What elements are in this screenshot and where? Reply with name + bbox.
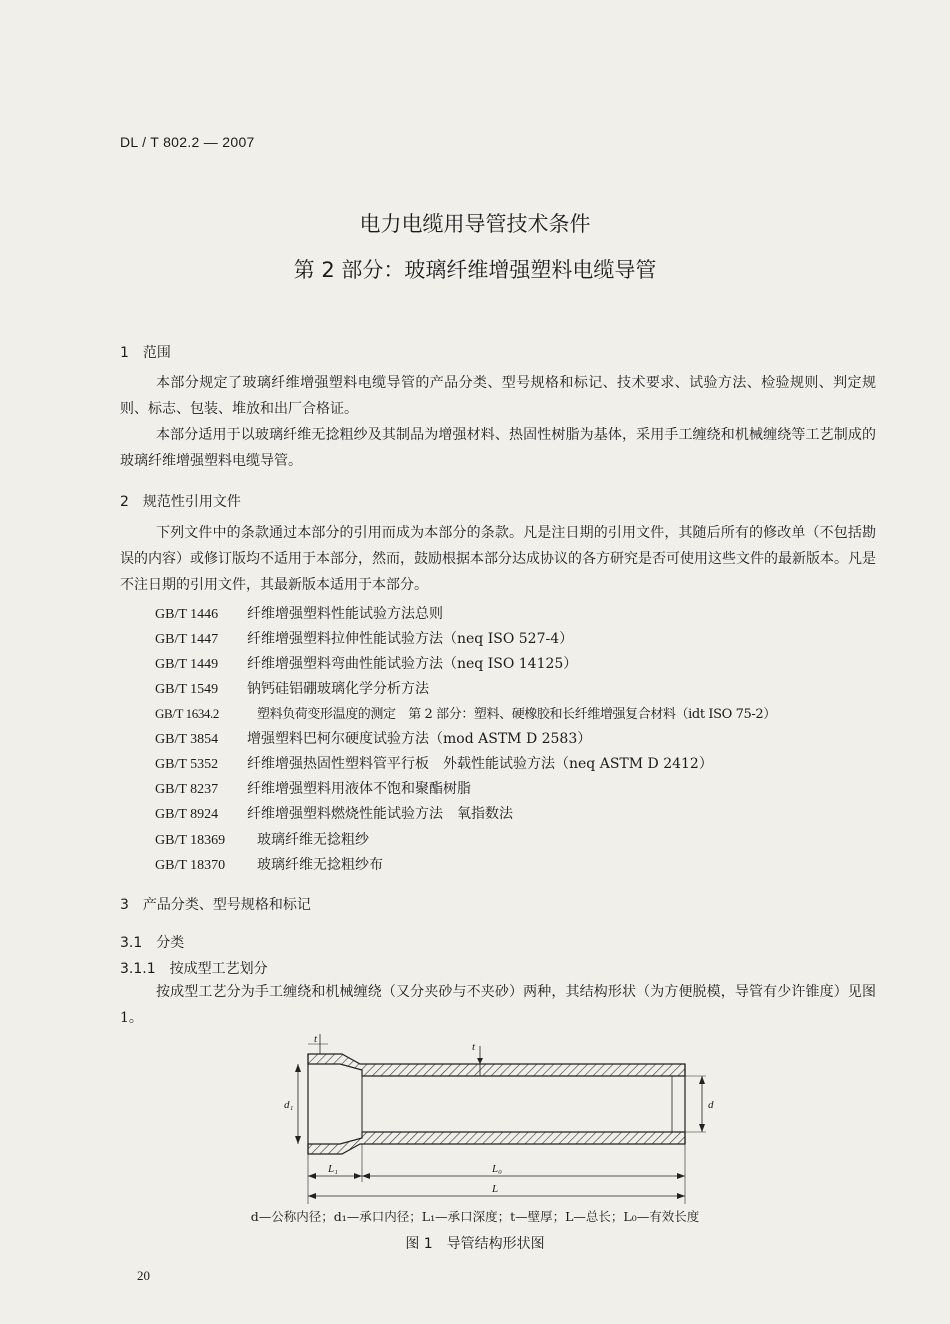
reference-title: 纤维增强塑料用液体不饱和聚酯树脂 <box>247 781 471 797</box>
reference-title: 塑料负荷变形温度的测定 第 2 部分：塑料、硬橡胶和长纤维增强复合材料（idt ISO 75-2） <box>257 707 776 722</box>
reference-code: GB/T 1447 <box>155 632 219 647</box>
section-1-para-2: 本部分适用于以玻璃纤维无捻粗纱及其制品为增强材料、热固性树脂为基体，采用手工缠绕和机械缠绕等工艺制成的玻璃纤维增强塑料电缆导管。 <box>120 427 876 469</box>
reference-title: 纤维增强热固性塑料管平行板 外载性能试验方法（neq ASTM D 2412） <box>247 756 713 772</box>
L0-label: L₀ <box>492 1163 502 1175</box>
figure-legend: d—公称内径；d₁—承口内径；L₁—承口深度；t—壁厚；L—总长；L₀—有效长度 <box>250 1209 700 1224</box>
reference-code: GB/T 5352 <box>155 757 219 772</box>
reference-item <box>155 753 713 773</box>
reference-code: GB/T 1449 <box>155 657 219 672</box>
section-3-1-1-heading: 3.1.1 按成型工艺划分 <box>120 961 268 977</box>
section-2-heading: 2 规范性引用文件 <box>120 494 241 510</box>
reference-item <box>155 678 429 698</box>
reference-code: GB/T 1446 <box>155 607 219 622</box>
reference-code: GB/T 18369 <box>155 833 226 848</box>
L1-label: L₁ <box>328 1163 338 1175</box>
reference-title: 增强塑料巴柯尔硬度试验方法（mod ASTM D 2583） <box>247 731 592 747</box>
page-number: 20 <box>137 1268 150 1283</box>
reference-title: 纤维增强塑料性能试验方法总则 <box>247 606 443 622</box>
reference-code: GB/T 8924 <box>155 807 219 822</box>
figure-caption: 图 1 导管结构形状图 <box>405 1236 545 1252</box>
reference-code: GB/T 18370 <box>155 858 226 873</box>
reference-code: GB/T 1634.2 <box>155 706 219 721</box>
reference-item <box>155 728 591 748</box>
reference-item <box>155 803 513 823</box>
reference-title: 玻璃纤维无捻粗纱 <box>257 832 369 848</box>
reference-title: 纤维增强塑料弯曲性能试验方法（neq ISO 14125） <box>247 656 578 672</box>
t-label-socket: t <box>314 1033 318 1045</box>
pipe-structure-diagram <box>280 1032 740 1204</box>
reference-code: GB/T 8237 <box>155 782 219 797</box>
pipe-lower-wall <box>308 1132 685 1154</box>
document-title: 电力电缆用导管技术条件 <box>359 212 591 236</box>
t-label-barrel: t <box>472 1041 476 1053</box>
section-1-para-1: 本部分规定了玻璃纤维增强塑料电缆导管的产品分类、型号规格和标记、技术要求、试验方法、检验规则、判定规则、标志、包装、堆放和出厂合格证。 <box>120 375 876 417</box>
section-2-para: 下列文件中的条款通过本部分的引用而成为本部分的条款。凡是注日期的引用文件，其随后所有的修改单（不包括勘误的内容）或修订版均不适用于本部分，然而，鼓励根据本部分达成协议的各方研究是否可使用这些文件的最新版本。凡是不注日期的引用文件，其最新版本适用于本部分。 <box>120 525 876 593</box>
standard-code: DL / T 802.2 — 2007 <box>120 134 255 150</box>
section-3-heading: 3 产品分类、型号规格和标记 <box>120 897 311 913</box>
reference-title: 玻璃纤维无捻粗纱布 <box>257 857 383 873</box>
reference-item <box>155 778 471 798</box>
section-1-heading: 1 范围 <box>120 345 171 361</box>
document-subtitle: 第 2 部分：玻璃纤维增强塑料电缆导管 <box>293 258 657 282</box>
d-label: d <box>708 1099 714 1111</box>
d1-label: d₁ <box>284 1099 294 1111</box>
reference-item <box>155 829 369 849</box>
reference-item <box>155 854 383 874</box>
section-3-1-heading: 3.1 分类 <box>120 935 185 951</box>
reference-item <box>155 653 577 673</box>
reference-item <box>155 703 776 722</box>
reference-title: 纤维增强塑料燃烧性能试验方法 氧指数法 <box>247 806 513 822</box>
reference-item <box>155 628 573 648</box>
reference-title: 纤维增强塑料拉伸性能试验方法（neq ISO 527-4） <box>247 631 574 647</box>
section-3-para: 按成型工艺分为手工缠绕和机械缠绕（又分夹砂与不夹砂）两种，其结构形状（为方便脱模，导管有少许锥度）见图 1。 <box>120 984 876 1026</box>
pipe-upper-wall <box>308 1054 685 1076</box>
reference-item <box>155 603 443 623</box>
reference-title: 钠钙硅铝硼玻璃化学分析方法 <box>247 681 429 697</box>
reference-code: GB/T 1549 <box>155 682 219 697</box>
reference-code: GB/T 3854 <box>155 732 219 747</box>
L-label: L <box>492 1183 499 1195</box>
